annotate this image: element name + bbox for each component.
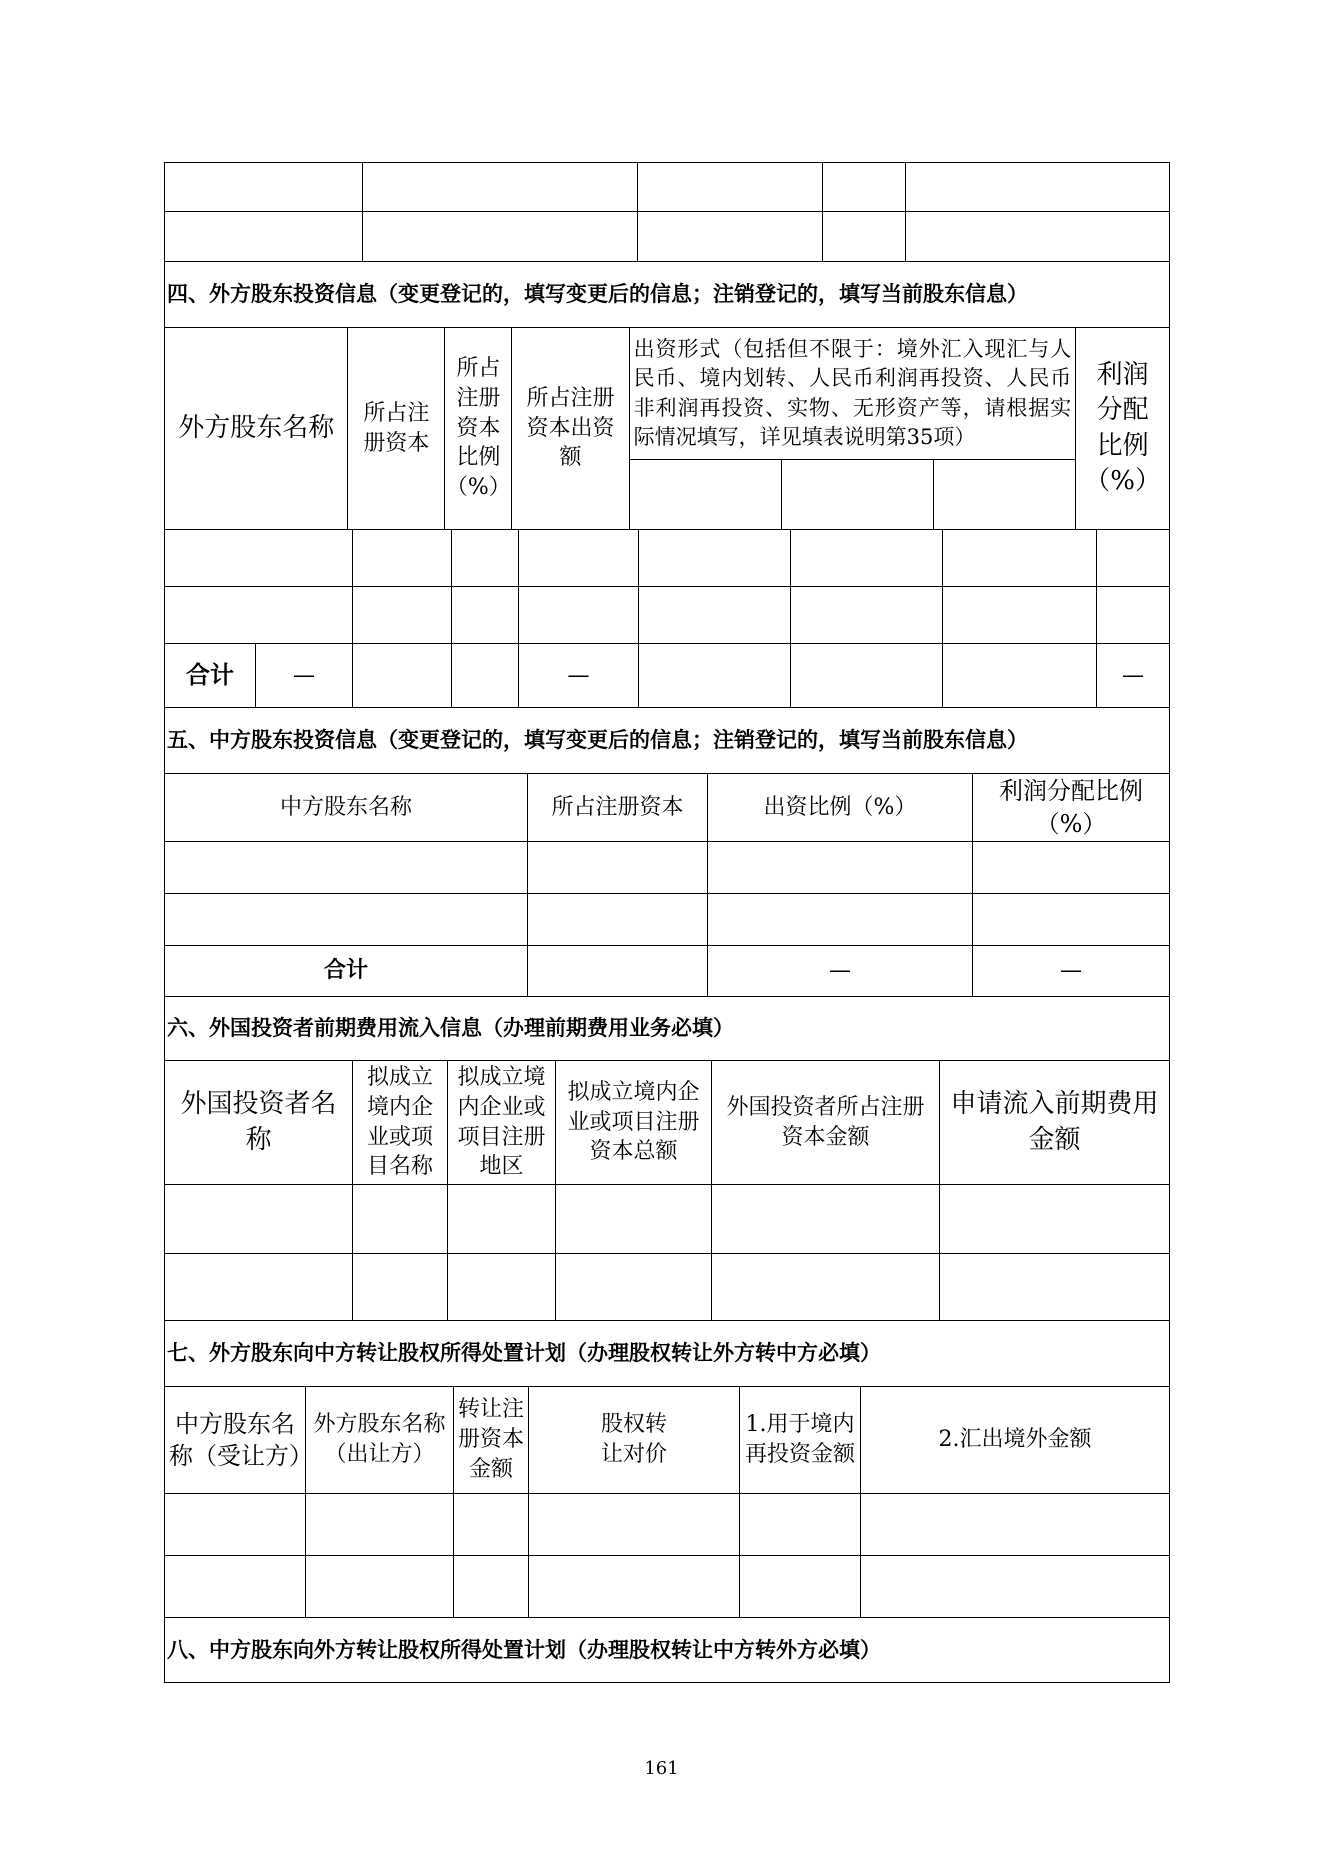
empty-cell[interactable]	[906, 212, 1169, 262]
input-cell[interactable]	[448, 1185, 556, 1254]
input-cell[interactable]	[1097, 587, 1169, 644]
empty-cell[interactable]	[823, 212, 906, 262]
table-row	[164, 212, 1170, 262]
section-6-title: 六、外国投资者前期费用流入信息（办理前期费用业务必填）	[165, 997, 1169, 1061]
total-dash: —	[708, 946, 973, 997]
page-number: 161	[644, 1758, 679, 1779]
table-row	[164, 842, 1170, 894]
empty-cell[interactable]	[906, 163, 1169, 212]
input-cell[interactable]	[519, 530, 639, 587]
input-cell[interactable]	[940, 1185, 1169, 1254]
section-5-header	[164, 708, 1170, 774]
input-cell[interactable]	[165, 1254, 353, 1321]
section-8-header	[164, 1618, 1170, 1683]
section-6-header	[164, 997, 1170, 1061]
input-cell[interactable]	[861, 1494, 1169, 1556]
input-cell[interactable]	[448, 1254, 556, 1321]
table-row	[164, 162, 1170, 212]
table-row	[164, 530, 1170, 587]
form-table	[164, 162, 1170, 1683]
input-cell[interactable]	[165, 587, 353, 644]
col-planned-total-capital: 拟成立境内企业或项目注册资本总额	[556, 1061, 712, 1185]
input-cell[interactable]	[165, 1185, 353, 1254]
input-cell[interactable]	[353, 530, 452, 587]
col-transferor-name: 外方股东名称（出让方）	[306, 1387, 454, 1494]
input-cell[interactable]	[306, 1494, 454, 1556]
table-row	[164, 587, 1170, 644]
input-cell[interactable]	[165, 1494, 306, 1556]
input-cell[interactable]	[740, 1556, 861, 1618]
input-cell[interactable]	[556, 1254, 712, 1321]
input-cell[interactable]	[353, 587, 452, 644]
table-row	[164, 1185, 1170, 1254]
section-4-header	[164, 262, 1170, 328]
input-cell[interactable]	[712, 1185, 940, 1254]
col-registered-capital: 所占注册资本	[528, 774, 708, 842]
input-cell[interactable]	[529, 1556, 740, 1618]
input-cell[interactable]	[708, 842, 973, 894]
col-remit-abroad: 2.汇出境外金额	[861, 1387, 1169, 1494]
input-cell[interactable]	[165, 842, 528, 894]
total-dash: —	[973, 946, 1169, 997]
input-cell[interactable]	[452, 644, 519, 708]
input-cell[interactable]	[454, 1556, 529, 1618]
form-subcol-3[interactable]	[934, 460, 1076, 529]
input-cell[interactable]	[452, 587, 519, 644]
contribution-form-label: 出资形式（包括但不限于：境外汇入现汇与人民币、境内划转、人民币利润再投资、人民币非利润再投资、实物、无形资产等，请根据实际情况填写，详见填表说明第35项）	[630, 328, 1076, 460]
input-cell[interactable]	[529, 1494, 740, 1556]
col-planned-region: 拟成立境内企业或项目注册地区	[448, 1061, 556, 1185]
table-row	[164, 894, 1170, 946]
input-cell[interactable]	[639, 587, 791, 644]
input-cell[interactable]	[165, 530, 353, 587]
input-cell[interactable]	[452, 530, 519, 587]
section-7-header	[164, 1321, 1170, 1387]
input-cell[interactable]	[791, 530, 943, 587]
input-cell[interactable]	[712, 1254, 940, 1321]
input-cell[interactable]	[740, 1494, 861, 1556]
input-cell[interactable]	[1097, 530, 1169, 587]
col-contribution-form	[630, 328, 1077, 530]
col-capital-ratio: 所占注册资本比例（%）	[445, 328, 512, 530]
col-foreign-investor-name: 外国投资者名称	[165, 1061, 353, 1185]
total-dash: —	[256, 644, 353, 708]
col-apply-prepaid-amount: 申请流入前期费用金额	[940, 1061, 1169, 1185]
input-cell[interactable]	[708, 894, 973, 946]
total-dash: —	[519, 644, 639, 708]
empty-cell[interactable]	[363, 212, 638, 262]
section-7-title: 七、外方股东向中方转让股权所得处置计划（办理股权转让外方转中方必填）	[165, 1321, 1169, 1387]
total-label: 合计	[165, 644, 256, 708]
empty-cell[interactable]	[363, 163, 638, 212]
input-cell[interactable]	[940, 1254, 1169, 1321]
input-cell[interactable]	[528, 894, 708, 946]
col-planned-enterprise: 拟成立境内企业或项目名称	[353, 1061, 448, 1185]
form-subcol-1[interactable]	[630, 460, 782, 529]
input-cell[interactable]	[353, 1254, 448, 1321]
input-cell[interactable]	[639, 644, 791, 708]
input-cell[interactable]	[556, 1185, 712, 1254]
col-profit-ratio: 利润分配比例（%）	[1076, 328, 1169, 530]
table-row	[164, 1254, 1170, 1321]
input-cell[interactable]	[973, 842, 1169, 894]
input-cell[interactable]	[861, 1556, 1169, 1618]
empty-cell[interactable]	[165, 163, 363, 212]
section-6-column-headers	[164, 1061, 1170, 1185]
col-capital-contribution: 所占注册资本出资额	[512, 328, 629, 530]
input-cell[interactable]	[639, 530, 791, 587]
input-cell[interactable]	[165, 894, 528, 946]
input-cell[interactable]	[973, 894, 1169, 946]
input-cell[interactable]	[454, 1494, 529, 1556]
section-4-title: 四、外方股东投资信息（变更登记的，填写变更后的信息；注销登记的，填写当前股东信息）	[165, 262, 1169, 328]
empty-cell[interactable]	[823, 163, 906, 212]
input-cell[interactable]	[791, 587, 943, 644]
col-investor-capital-amount: 外国投资者所占注册资本金额	[712, 1061, 940, 1185]
input-cell[interactable]	[528, 842, 708, 894]
input-cell[interactable]	[519, 587, 639, 644]
input-cell[interactable]	[943, 587, 1097, 644]
col-registered-capital: 所占注册资本	[348, 328, 445, 530]
section-8-title: 八、中方股东向外方转让股权所得处置计划（办理股权转让中方转外方必填）	[167, 1636, 881, 1662]
col-chinese-shareholder-name: 中方股东名称	[165, 774, 528, 842]
empty-cell[interactable]	[638, 163, 823, 212]
table-row	[164, 1556, 1170, 1618]
input-cell[interactable]	[528, 946, 708, 997]
section-5-title: 五、中方股东投资信息（变更登记的，填写变更后的信息；注销登记的，填写当前股东信息）	[165, 708, 1169, 774]
section-5-total-row	[164, 946, 1170, 997]
section-4-column-headers	[164, 328, 1170, 530]
section-4-total-row	[164, 644, 1170, 708]
total-label: 合计	[165, 946, 528, 997]
form-subcol-2[interactable]	[782, 460, 934, 529]
input-cell[interactable]	[791, 644, 943, 708]
col-profit-ratio: 利润分配比例（%）	[973, 774, 1169, 842]
col-domestic-reinvest: 1.用于境内再投资金额	[740, 1387, 861, 1494]
table-row	[164, 1494, 1170, 1556]
contribution-form-subcols	[630, 460, 1076, 529]
input-cell[interactable]	[943, 530, 1097, 587]
section-5-column-headers	[164, 774, 1170, 842]
input-cell[interactable]	[353, 1185, 448, 1254]
col-transfer-capital-amount: 转让注册资本金额	[454, 1387, 529, 1494]
section-7-column-headers	[164, 1387, 1170, 1494]
input-cell[interactable]	[165, 1556, 306, 1618]
input-cell[interactable]	[306, 1556, 454, 1618]
total-dash: —	[1097, 644, 1169, 708]
empty-cell[interactable]	[165, 212, 363, 262]
col-transferee-name: 中方股东名称（受让方）	[165, 1387, 306, 1494]
col-transfer-price: 股权转让对价	[529, 1387, 740, 1494]
col-contribution-ratio: 出资比例（%）	[708, 774, 973, 842]
input-cell[interactable]	[943, 644, 1097, 708]
input-cell[interactable]	[353, 644, 452, 708]
col-foreign-shareholder-name: 外方股东名称	[165, 328, 348, 530]
empty-cell[interactable]	[638, 212, 823, 262]
